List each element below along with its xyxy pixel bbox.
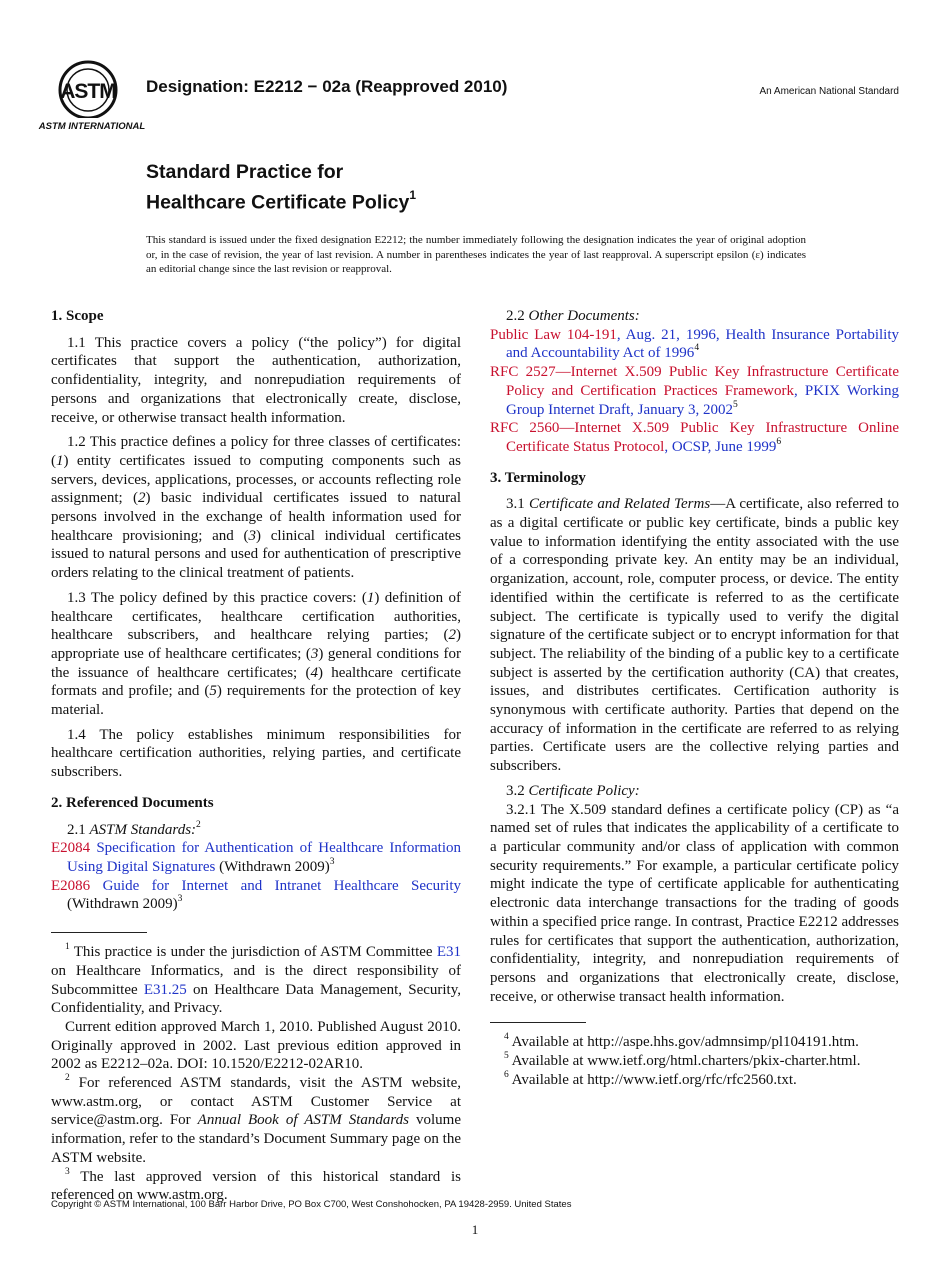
text: , xyxy=(616,326,626,343)
link-e2084-title[interactable]: Specification for Authentication of Healthcare Information Using Digital Signatures xyxy=(67,840,461,875)
list-number: 1 xyxy=(56,452,64,469)
footnote-1-edition: Current edition approved March 1, 2010. Published August 2010. Originally approved in 2002. Last previous edition approved in 2002 as E2212–02a. DOI: 10.1520/E2212-02AR10. xyxy=(51,1018,461,1073)
paragraph-1-3 xyxy=(51,589,461,720)
footnote-mark: 4 xyxy=(504,1032,509,1043)
reference-e2086 xyxy=(51,877,461,914)
text: ) basic individual certificates issued to natural persons involved in the exchange of health information used for healthcare provisioning; and ( xyxy=(51,490,461,544)
list-number: 2 xyxy=(448,627,456,644)
reference-rfc2527 xyxy=(490,363,899,419)
link-rfc2527-details[interactable]: , PKIX Working Group Internet Draft, January 3, 2002 xyxy=(506,382,899,418)
list-number: 1 xyxy=(366,589,375,606)
text: 1.2 This practice defines a policy for three classes of certificates: ( xyxy=(51,434,461,469)
footnote-mark: 3 xyxy=(65,1166,70,1177)
section-heading-scope: 1. Scope xyxy=(51,308,104,324)
footnote-5 xyxy=(490,1052,899,1071)
text: on Healthcare Informatics, and is the direct responsibility of Subcommittee xyxy=(51,962,461,998)
term: Certificate and Related Terms xyxy=(528,496,711,513)
link-e2084[interactable]: E2084 xyxy=(51,840,91,857)
text: ) healthcare certificate formats and profile; and ( xyxy=(51,664,462,700)
link-rfc2560[interactable]: RFC 2560—Internet X.509 Public Key Infrastructure Online Certificate Status Protocol xyxy=(490,420,899,455)
footnote-mark: 3 xyxy=(177,894,183,905)
text: Available at http://www.ietf.org/rfc/rfc2560.txt. xyxy=(508,1071,797,1088)
title-line-2 xyxy=(146,185,416,216)
paragraph-1-2 xyxy=(51,433,461,583)
reference-e2084 xyxy=(51,839,461,876)
text: This practice is under the jurisdiction of ASTM Committee xyxy=(69,944,437,961)
reference-public-law xyxy=(490,326,899,363)
document-title xyxy=(146,160,416,216)
paragraph-1-1: 1.1 This practice covers a policy (“the policy”) for digital certificates that support the authentication, authorization, confidentiality, integrity, and nonrepudiation requirements of persons and organizations that electronically create, disclose, receive, or otherwise transact health information. xyxy=(51,334,461,426)
text: volume information, refer to the standard’s Document Summary page on the ASTM website. xyxy=(51,1112,461,1166)
text: 3.2 xyxy=(506,782,529,799)
link-rfc2560-details[interactable]: , OCSP, June 1999 xyxy=(664,438,777,455)
text: (Withdrawn 2009) xyxy=(67,896,178,913)
list-number: 3 xyxy=(248,527,257,544)
list-number: 5 xyxy=(209,683,217,700)
footnote-mark: 6 xyxy=(504,1069,509,1080)
link-public-law-date[interactable]: Aug. 21, 1996 xyxy=(625,326,716,343)
right-column xyxy=(490,307,899,1089)
text: Available at http://aspe.hhs.gov/admnsimp/pl104191.htm. xyxy=(508,1034,859,1051)
paragraph-3-2-1: 3.2.1 The X.509 standard defines a certificate policy (CP) as “a named set of rules that indicates the applicability of a certificate to a particular community and/or class of application with common security requirements.” For example, a particular certificate policy might indicate the type of certificate applicable for authenticating electronic data interchange transactions for the trading of goods within a specified price range. In contrast, Practice E2212 addresses rules for certificates that support the authentication, authorization, confidentiality, integrity, and nonrepudiation requirements of persons and organizations that electronically create, disclose, receive, or otherwise transact health information. xyxy=(490,801,899,1005)
text: ) appropriate use of healthcare certificates; ( xyxy=(51,627,461,662)
footnote-4 xyxy=(490,1033,899,1052)
text: 3.1 xyxy=(506,496,529,513)
text: 1.3 The policy defined by this practice covers: ( xyxy=(67,589,367,606)
text: on Healthcare Data Management, Security, Confidentiality, and Privacy. xyxy=(51,981,461,1017)
astm-logo xyxy=(38,58,146,134)
link-e2086[interactable]: E2086 xyxy=(51,877,91,894)
footnote-mark: 6 xyxy=(776,436,782,447)
footnote-mark: 5 xyxy=(504,1051,509,1062)
title-line-1: Standard Practice for xyxy=(146,161,344,183)
link-public-law-title[interactable]: , Health Insurance Portability and Accountability Act of 1996 xyxy=(506,326,899,362)
footnote-divider xyxy=(51,932,147,933)
link-e2086-title[interactable]: Guide for Internet and Intranet Healthcare Security xyxy=(102,877,462,894)
footnote-mark: 5 xyxy=(733,399,738,410)
footnote-1 xyxy=(51,943,461,1018)
svg-text:ASTM: ASTM xyxy=(60,80,116,103)
logo-wordmark: ASTM INTERNATIONAL xyxy=(38,121,146,132)
term: Certificate Policy: xyxy=(528,782,640,799)
link-e31-25[interactable]: E31.25 xyxy=(143,981,187,998)
footnote-mark: 2 xyxy=(196,819,201,830)
text: 2.2 xyxy=(506,308,529,324)
text: ) requirements for the protection of key material. xyxy=(51,683,461,719)
footnotes-left xyxy=(51,943,461,1205)
subheading: ASTM Standards: xyxy=(89,821,197,838)
link-public-law[interactable]: Public Law 104-191 xyxy=(490,326,617,343)
text: ) definition of healthcare certificates, healthcare certification authorities, healthcare subscribers, and healthcare relying parties; ( xyxy=(51,589,461,644)
left-column xyxy=(51,307,461,1205)
link-rfc2527[interactable]: RFC 2527—Internet X.509 Public Key Infrastructure Certificate Policy and Certification Practices Framework xyxy=(490,364,899,399)
title-text: Healthcare Certificate Policy xyxy=(146,191,410,214)
footnote-2 xyxy=(51,1074,461,1168)
section-heading-terminology: 3. Terminology xyxy=(490,469,586,486)
reference-rfc2560 xyxy=(490,419,899,456)
text: For referenced ASTM standards, visit the ASTM website, www.astm.org, or contact ASTM Customer Service at service@astm.org. For xyxy=(51,1075,461,1129)
text: Annual Book of ASTM Standards xyxy=(197,1112,409,1129)
paragraph-1-4: 1.4 The policy establishes minimum responsibilities for healthcare certification authorities, relying parties, and certificate subscribers. xyxy=(51,726,461,781)
footnote-mark: 3 xyxy=(329,856,335,867)
text: Available at www.ietf.org/html.charters/pkix-charter.html. xyxy=(508,1053,861,1070)
subheading: Other Documents: xyxy=(528,308,640,324)
footnote-mark: 4 xyxy=(694,343,700,354)
footnotes-right xyxy=(490,1033,899,1089)
list-number: 2 xyxy=(138,490,146,507)
paragraph-2-2 xyxy=(490,307,899,326)
footnote-mark: 1 xyxy=(65,942,70,953)
text: (Withdrawn 2009) xyxy=(215,858,330,875)
issuance-note: This standard is issued under the fixed designation E2212; the number immediately following the designation indicates the year of original adoption or, in the case of revision, the year of last revision. A number in parentheses indicates the year of last reapproval. A superscript epsilon (ε) indicates an editorial change since the last revision or reapproval. xyxy=(146,234,806,276)
section-heading-referenced: 2. Referenced Documents xyxy=(51,794,214,811)
list-number: 3 xyxy=(310,645,319,662)
copyright-notice: Copyright © ASTM International, 100 Barr Harbor Drive, PO Box C700, West Conshohocken, PA 19428-2959. United States xyxy=(51,1199,572,1210)
paragraph-2-1 xyxy=(51,821,461,840)
text: 2.1 xyxy=(67,821,90,838)
title-footnote-mark: 1 xyxy=(409,188,417,202)
footnote-mark: 2 xyxy=(65,1073,70,1084)
footnote-divider xyxy=(490,1022,586,1023)
text: ) clinical individual certificates issued to natural persons and used for authentication of prescriptive orders relating to the clinical treatment of patients. xyxy=(51,527,461,582)
astm-logo-icon xyxy=(38,58,146,134)
text: The last approved version of this historical standard is referenced on www.astm.org. xyxy=(51,1168,461,1204)
page-number: 1 xyxy=(471,1222,479,1237)
paragraph-3-1 xyxy=(490,495,899,776)
text: ) entity certificates issued to computing components such as servers, devices, applications, processes, or accounts reflecting role assignment; ( xyxy=(51,452,461,507)
text: —A certificate, also referred to as a digital certificate or public key certificate, binds a public key value to information identifying the entity associated with the use of a corresponding private key. An entity may be an individual, organization, account, role, computer process, or device. The entity identified within the certificate is referred to as the certificate subject. The certificate is typically used to verify the digital signature of the certificate subject or to encrypt information for that subject. The reliability of the binding of a public key to a certificate subject is asserted by the certification authority (CA) that creates, issues, and distributes certificates. Certification authority is synonymous with certificate authority. Parties that depend on the accuracy of information in the certificate are referred to as relying parties. Certificate users are the collective relying parties and subscribers. xyxy=(490,496,899,775)
paragraph-3-2 xyxy=(490,782,899,801)
text: ) general conditions for the issuance of healthcare certificates; ( xyxy=(51,645,461,681)
list-number: 4 xyxy=(310,664,318,681)
designation: Designation: E2212 − 02a (Reapproved 2010) xyxy=(146,77,508,96)
link-e31[interactable]: E31 xyxy=(436,944,461,961)
footnote-6 xyxy=(490,1071,899,1090)
national-standard-label: An American National Standard xyxy=(759,86,899,97)
